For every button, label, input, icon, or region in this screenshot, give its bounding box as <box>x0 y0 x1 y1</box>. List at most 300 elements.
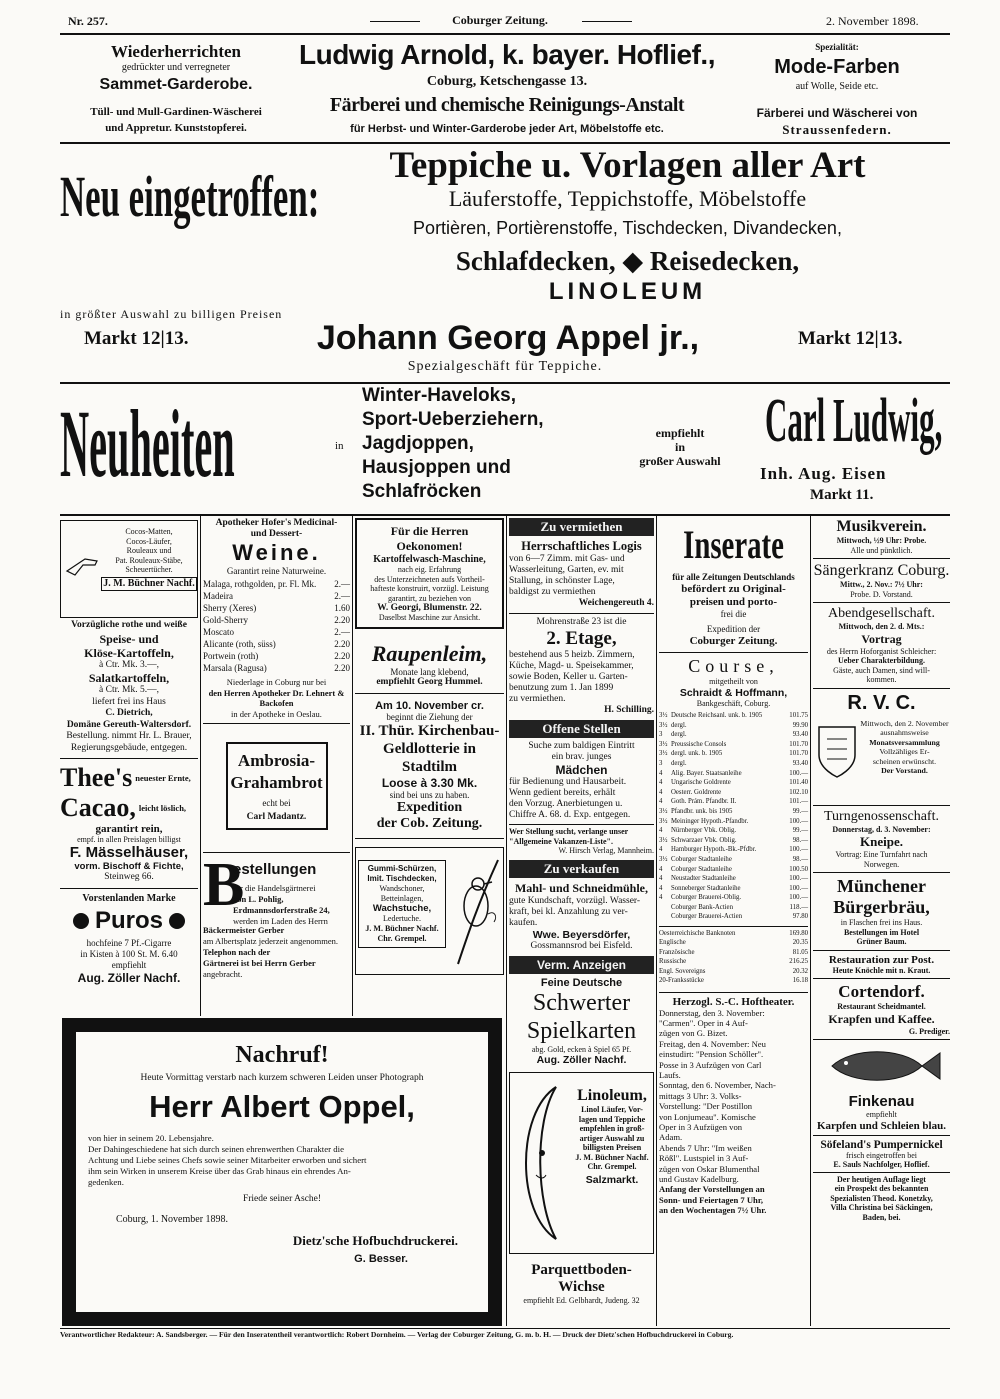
wine-head-line: Apotheker Hofer's Medicinal- <box>215 518 338 528</box>
turn-line: Kneipe. <box>860 834 903 849</box>
order-line: Telephon nach der <box>203 947 271 957</box>
puros-advert <box>60 888 198 985</box>
arnold-right-2: Mode-Farben <box>774 56 900 78</box>
rent-line: Wasserleitung, Garten, ev. mit <box>509 565 624 575</box>
obituary-line: ihm sein Wirken in unserem Kreise über das Grab hinaus ein ehrendes An- <box>88 1166 351 1176</box>
pumpernickel-line: frisch eingetroffen bei <box>846 1150 917 1160</box>
course-security: dergl. <box>671 731 687 739</box>
course-rate: 3½ <box>659 855 668 863</box>
fish-line: empfiehlt <box>866 1110 897 1119</box>
parquet-advert <box>509 1262 654 1306</box>
course-rate: 4 <box>659 798 663 806</box>
wine-foot-line: in der Apotheke in Oeslau. <box>231 708 322 719</box>
theatre-line: Sonn- und Feiertagen 7 Uhr, <box>659 1194 764 1205</box>
potato-line: Vorzügliche rothe und weiße <box>71 620 187 630</box>
course-row <box>659 826 808 836</box>
wine-name: Madeira <box>203 591 233 601</box>
course-security: Coburger Brauerei-Oblig. <box>671 894 742 902</box>
rvc-line: scheinen erwünscht. <box>872 756 937 766</box>
course-row <box>659 769 808 779</box>
arnold-right-3: auf Wolle, Seide etc. <box>795 81 879 92</box>
linoleum-advert <box>509 1072 654 1254</box>
potato-wash-line: Daselbst Maschine zur Ansicht. <box>378 613 481 622</box>
ludwig-name: Carl Ludwig, <box>765 387 943 455</box>
tea-advert <box>60 758 198 882</box>
cards-line: Feine Deutsche <box>540 976 623 989</box>
dot-icon <box>73 913 89 929</box>
cacao-title: Cacao, <box>60 793 136 822</box>
potato-wash-advert <box>355 518 504 629</box>
course-price: 100.— <box>789 817 808 825</box>
course-security: dergl. unk. b. 1905 <box>671 750 723 758</box>
column-4 <box>509 518 654 1306</box>
sale-line: kaufen. <box>509 917 538 928</box>
jobs-line: W. Hirsch Verlag, Mannheim. <box>558 846 654 855</box>
course-security: Schwarzaer Vbk. Oblig. <box>671 836 737 844</box>
pumpernickel-line: Baden, bei. <box>862 1212 901 1222</box>
wine-foot-line: den Herren Apotheker Dr. Lehnert & Backofen <box>208 687 345 708</box>
theatre-line: an den Wochentagen 7½ Uhr. <box>659 1205 767 1216</box>
rvc-line: Mittwoch, den 2. November <box>860 718 949 728</box>
course-price: 101.40 <box>789 779 808 787</box>
order-line: werden im Laden des Herrn <box>233 916 328 926</box>
turn-title: Turngenossenschaft. <box>824 808 939 824</box>
course-rate: 3 <box>659 731 663 739</box>
obituary-firm: Dietz'sche Hofbuchdruckerei. <box>292 1233 458 1248</box>
course-security: Neustadter Stadtanleihe <box>671 875 736 883</box>
course-rate <box>659 912 671 922</box>
course-security: Meininger Hypoth.-Pfandbr. <box>671 817 749 825</box>
wine-name: Marsala (Ragusa) <box>203 663 267 673</box>
inserate-line: Expedition der <box>706 624 761 634</box>
turn-line: Norwegen. <box>863 859 900 869</box>
obituary-signed: G. Besser. <box>354 1253 408 1265</box>
course-price: 99.— <box>792 807 808 815</box>
ludwig-item-2: Sport-Ueberziehern, <box>362 409 544 430</box>
column-1 <box>60 518 198 985</box>
course-row <box>659 740 808 750</box>
jobs-advert <box>509 738 654 860</box>
column-5 <box>659 518 808 1216</box>
evening-line: Mittwoch, den 2. d. Mts.: <box>838 622 925 631</box>
cortendorf-line: G. Prediger. <box>908 1026 950 1036</box>
tea-sub: neuester Ernte, <box>135 773 191 783</box>
note-row <box>659 948 808 957</box>
pumpernickel-line: Villa Christina bei Säckingen, <box>830 1203 933 1212</box>
buchner-item: Cocos-Matten, <box>125 527 173 536</box>
course-rate: 4 <box>659 846 663 854</box>
caterpillar-line: Monate lang klebend, <box>390 666 469 677</box>
course-rate: 4 <box>659 875 663 883</box>
wine-sub: Garantirt reine Naturweine. <box>226 566 327 576</box>
course-security: Deutsche Reichsanl. unk. b. 1905 <box>671 712 763 719</box>
potato-line: Domäne Gereuth-Waltersdorf. <box>66 719 192 730</box>
inserate-line: für alle Zeitungen Deutschlands <box>672 572 795 582</box>
obituary-border <box>62 1018 502 1326</box>
theatre-line: "Carmen". Oper in 4 Auf- <box>659 1017 748 1028</box>
post-title: Restauration zur Post. <box>828 953 935 966</box>
rent-line: Küche, Magd- u. Speisekammer, <box>509 661 634 671</box>
tea-title: Thee's <box>60 763 133 792</box>
beer-advert <box>813 873 950 951</box>
arnold-business: Färberei und chemische Reinigungs-Anstalt <box>329 94 685 116</box>
theatre-line: Rößl". Lustspiel in 3 Auf- <box>659 1153 749 1164</box>
potato-wash-line: Kartoffelwasch-Maschine, <box>373 554 486 565</box>
jobs-heading: Offene Stellen <box>509 720 654 738</box>
theatre-line: Donnerstag, den 3. November: <box>659 1007 765 1018</box>
obituary-text <box>88 1133 476 1188</box>
course-security: Nürnberger Vbk. Oblig. <box>671 827 737 835</box>
rent-line: H. Schilling. <box>604 705 654 715</box>
buchner-mats-advert <box>60 520 198 618</box>
theatre-line: Oper in 3 Aufzügen von <box>659 1121 743 1132</box>
appel-line-5: LINOLEUM <box>548 278 707 305</box>
wine-row <box>203 590 350 602</box>
course-security: Hamburger Hypoth.-Bk.-Pfdbr. <box>671 846 757 854</box>
caterpillar-advert <box>355 635 504 694</box>
wine-row <box>203 662 350 674</box>
course-row <box>659 711 808 721</box>
order-line: angebracht. <box>203 969 243 979</box>
note-price: 169.80 <box>789 930 808 938</box>
course-price: 100.50 <box>789 865 808 873</box>
inserate-line: Coburger Zeitung. <box>689 635 778 647</box>
potato-line: Bestellung. nimmt Hr. L. Brauer, <box>66 731 192 741</box>
rent-line: sowie Boden, Keller u. Garten- <box>509 672 628 682</box>
linoleum-line: empfehlen in groß- <box>579 1124 645 1133</box>
note-name: Russische <box>659 958 687 966</box>
note-name: Oesterreichische Banknoten <box>659 930 736 938</box>
jobs-line: den Vorzug. Anerbietungen u. <box>509 799 623 809</box>
cards-advert <box>509 974 654 1071</box>
ludwig-in: in <box>335 440 344 452</box>
cortendorf-line: Restaurant Scheidmantel. <box>837 1002 926 1011</box>
theatre-line: Abends 7 Uhr: "Im weißen <box>659 1142 752 1153</box>
wine-row <box>203 602 350 614</box>
cards-merchant: Aug. Zöller Nachf. <box>536 1054 627 1066</box>
potato-line: liefert frei ins Haus <box>92 696 166 707</box>
rvc-line: Der Vorstand. <box>881 766 928 775</box>
rent-line: Mohrenstraße 23 ist die <box>536 617 627 627</box>
theatre-line: Posse in 3 Aufzügen von Carl <box>659 1059 762 1070</box>
wine-header <box>203 518 350 540</box>
evening-line: Ueber Charakterbildung. <box>838 656 925 665</box>
course-row <box>659 836 808 846</box>
wine-row <box>203 626 350 638</box>
pumpernickel-line: ein Prospekt des bekannten <box>834 1184 929 1193</box>
course-security: Alig. Bayer. Staatsanleihe <box>671 769 742 777</box>
ludwig-recommend-1: empfiehlt <box>655 426 705 440</box>
course-row <box>659 807 808 817</box>
ludwig-recommend <box>620 426 740 468</box>
linoleum-address: Salzmarkt. <box>585 1173 639 1186</box>
course-title: Course, <box>688 656 779 676</box>
rent-heading: Zu vermiethen <box>509 518 654 536</box>
obituary-peace: Friede seiner Asche! <box>242 1194 322 1204</box>
rent-line: baldigst zu vermiethen <box>509 587 596 597</box>
theatre-advert <box>659 992 808 1216</box>
theatre-line: mittags 3 Uhr: 3. Volks- <box>659 1090 742 1101</box>
order-initial: B <box>203 851 245 919</box>
bread-sub: echt bei <box>262 798 291 808</box>
theatre-line: Anfang der Vorstellungen an <box>659 1184 765 1195</box>
wine-name: Moscato <box>203 627 234 637</box>
note-row <box>659 929 808 938</box>
wine-price: 2.— <box>334 591 350 601</box>
turn-advert <box>813 806 950 874</box>
arnold-sub: für Herbst- und Winter-Garderobe jeder Art, Möbelstoffe etc. <box>350 123 664 135</box>
course-price: 101.— <box>789 798 808 806</box>
potato-wash-line: W. Georgi, Blumenstr. 22. <box>377 603 482 613</box>
order-title: estellungen <box>233 861 317 878</box>
course-price: 93.40 <box>792 759 808 767</box>
potato-wash-title: Für die Herren Oekonomen! <box>390 524 469 553</box>
obituary-line: gedenken. <box>88 1177 124 1187</box>
course-security: dergl. <box>671 721 687 729</box>
issue-date: 2. November 1898. <box>826 14 919 28</box>
course-price: 100.— <box>789 894 808 902</box>
rent-line: Stallung, in schönster Lage, <box>509 576 615 586</box>
linoleum-line: lagen und Teppiche <box>578 1114 646 1124</box>
jobs-title: Mädchen <box>555 763 608 777</box>
course-table <box>659 652 808 986</box>
note-rows <box>659 926 808 985</box>
sale-advert <box>509 878 654 956</box>
apron-line: Wachstuche, <box>372 902 432 914</box>
appel-line-2: Läuferstoffe, Teppichstoffe, Möbelstoffe <box>448 186 807 211</box>
lottery-line: Am 10. November cr. <box>375 699 484 712</box>
column-3 <box>355 518 504 975</box>
course-price: 100.— <box>789 875 808 883</box>
rent-advert-1 <box>509 536 654 614</box>
potato-line: à Ctr. Mk. 3.—, <box>99 659 159 670</box>
cards-line: abg. Gold, ecken à Spiel 65 Pf. <box>531 1044 632 1054</box>
course-rate: 4 <box>659 788 663 796</box>
wine-name: Gold-Sherry <box>203 615 248 625</box>
arnold-left-2: gedrückter und verregneter <box>121 62 231 73</box>
course-rate: 4 <box>659 884 663 892</box>
moon-face-icon <box>516 1083 576 1243</box>
caterpillar-line: empfiehlt Georg Hummel. <box>376 676 483 687</box>
puros-brand: Puros <box>94 907 163 934</box>
wine-price: 2.20 <box>334 639 350 649</box>
page-footer: Verantwortlicher Redakteur: A. Sandsberger. — Für den Inseratentheil verantwortlich: Robert Dornheim. — Verlag der Coburger Zeitung, G. m. b. H. — Druck der Dietz'schen Hofbuchdruckerei in Coburg. <box>60 1330 734 1339</box>
rvc-title: R. V. C. <box>847 691 916 714</box>
course-row <box>659 903 808 913</box>
obituary-line: Der Dahingeschiedene hat sich durch seinen ehrenwerthen Charakter die <box>88 1144 344 1154</box>
parquet-line: empfiehlt Ed. Gelbhardt, Judeng. 32 <box>523 1296 640 1305</box>
course-bank: Schraidt & Hoffmann, <box>679 686 788 699</box>
lottery-title: Geldlotterie in Stadtilm <box>383 740 476 775</box>
arnold-address: Coburg, Ketschengasse 13. <box>426 74 588 89</box>
rent-line: Weichengereuth 4. <box>578 598 654 608</box>
theatre-line: Vorstellung: "Der Postillon <box>659 1101 753 1112</box>
theatre-line: zügen von G. Bizet. <box>659 1028 728 1039</box>
course-security: Coburger Brauerei-Actien <box>671 913 743 921</box>
course-security: Goth. Prám. Pfandbr. II. <box>671 798 737 806</box>
course-row <box>659 721 808 731</box>
potato-line: C. Dietrich, <box>105 708 153 718</box>
theatre-line: von Lonjumeau". Komische <box>659 1111 756 1122</box>
course-rate <box>659 903 671 913</box>
potato-line: Klöse-Kartoffeln, <box>84 645 174 660</box>
inserate-line: frei die <box>720 609 747 619</box>
apron-line: Betteinlagen, <box>380 893 424 903</box>
linoleum-line: Linol Läufer, Vor- <box>581 1105 643 1114</box>
buchner-item: Pat. Rouleaux-Stäbe, <box>115 555 183 565</box>
bird-branch-icon <box>448 854 502 970</box>
rvc-advert <box>813 689 950 806</box>
appel-advert <box>60 144 950 382</box>
course-price: 98.— <box>792 855 808 863</box>
obituary-line: von hier in seinem 20. Lebensjahre. <box>88 1133 214 1143</box>
evening-line: Gäste, auch Damen, sind will- <box>833 665 930 675</box>
theatre-line: einstudirt: "Pension Schöller". <box>659 1049 764 1060</box>
newspaper-title: Coburger Zeitung. <box>452 13 548 27</box>
linoleum-line: artiger Auswahl zu <box>579 1133 645 1143</box>
fish-advert <box>813 1040 950 1136</box>
wine-price: 2.20 <box>334 615 350 625</box>
tea-line: empf. in allen Preislagen billigst <box>77 835 181 844</box>
sale-line: kraft, bei kl. Anzahlung zu ver- <box>509 906 628 917</box>
bread-title: Ambrosia- <box>237 751 316 770</box>
course-rate: 3½ <box>659 721 668 729</box>
course-rate: 3½ <box>659 750 668 758</box>
lottery-expedition: Expedition <box>396 799 463 815</box>
carp-icon <box>822 1043 942 1089</box>
arnold-right-1: Spezialität: <box>815 42 859 52</box>
beer-title: Münchener <box>837 876 926 896</box>
course-security: dergl. <box>671 759 687 767</box>
note-row <box>659 957 808 966</box>
course-price: 100.— <box>789 769 808 777</box>
note-name: 20-Franksstücke <box>659 977 704 985</box>
course-security: Pfandbr. unk. bis 1905 <box>671 807 733 815</box>
note-name: Engl. Sovereigns <box>659 967 706 975</box>
rent-line: benutzung zum 1. Jan 1899 <box>509 683 614 693</box>
course-row <box>659 865 808 875</box>
course-row <box>659 730 808 740</box>
course-row <box>659 884 808 894</box>
potato-wash-line: des Unterzeichneten aufs Vortheil- <box>374 574 485 584</box>
ludwig-recommend-2: in <box>674 440 685 454</box>
inserate-line: befördert zu Original- <box>681 583 786 595</box>
puros-line: hochfeine 7 Pf.-Cigarre <box>86 938 172 948</box>
cortendorf-line: Krapfen und Kaffee. <box>828 1011 935 1026</box>
post-line: Heute Knöchle mit n. Kraut. <box>832 965 931 975</box>
course-line: mitgetheilt von <box>709 677 758 686</box>
wine-price: 1.60 <box>334 603 350 613</box>
course-price: 98.— <box>792 836 808 844</box>
ludwig-recommend-3: großer Auswahl <box>639 454 721 468</box>
wine-name: Malaga, rothgolden, pr. Fl. Mk. <box>203 579 317 589</box>
pumpernickel-line: Der heutigen Auflage liegt <box>813 1172 950 1185</box>
evening-advert <box>813 603 950 689</box>
turn-line: Vortrag: Eine Turnfahrt nach <box>835 850 928 859</box>
potato-line: Speise- und <box>99 631 159 646</box>
course-security: Coburger Stadtanleihe <box>671 855 732 863</box>
jobs-line: "Allgemeine Vakanzen-Liste". <box>509 836 613 846</box>
post-advert <box>813 951 950 980</box>
obituary-name <box>76 1089 488 1125</box>
pumpernickel-advert <box>813 1136 950 1226</box>
sale-title: Mahl- und Schneidmühle, <box>514 880 649 895</box>
order-line: für die Handelsgärtnerei <box>233 883 316 893</box>
appel-special: Spezialgeschäft für Teppiche. <box>407 359 603 374</box>
jobs-line: Chiffre A. 68. d. Exp. entgegen. <box>509 810 631 820</box>
wine-row <box>203 638 350 650</box>
emblem-icon <box>815 721 859 781</box>
appel-headline: Neu eingetroffen: <box>60 164 320 229</box>
ludwig-headline: Neuheiten <box>60 390 235 497</box>
cortendorf-advert <box>813 979 950 1040</box>
appel-choice: in größter Auswahl zu billigen Preisen <box>60 307 283 321</box>
note-name: Englische <box>659 939 686 947</box>
dot-icon <box>169 913 185 929</box>
course-row <box>659 845 808 855</box>
course-rate: 3½ <box>659 836 668 844</box>
course-price: 102.10 <box>789 788 808 796</box>
lottery-expedition: der Cob. Zeitung. <box>376 815 483 831</box>
apron-firm: Chr. Grempel. <box>377 933 427 943</box>
potato-wash-line: garantirt, zu beziehen von <box>387 593 472 603</box>
wine-title: Weine. <box>232 540 321 565</box>
course-row <box>659 759 808 769</box>
potato-wash-line: hafteste konstruirt, vorzügl. Leistung <box>370 584 489 593</box>
note-price: 81.05 <box>792 948 808 956</box>
wine-price: 2.— <box>334 579 350 589</box>
jobs-line: für Bedienung und Hausarbeit. <box>509 777 627 787</box>
course-price: 118.— <box>789 903 808 911</box>
beer-line: Bestellungen im Hotel <box>843 927 920 937</box>
appel-line-1: Teppiche u. Vorlagen aller Art <box>389 145 866 186</box>
puros-line: Vorstenlanden Marke <box>82 893 176 904</box>
apron-line: Imit. Tischdecken, <box>367 873 437 883</box>
potato-line: Regierungsgebäude, entgegen. <box>70 742 188 753</box>
inserate-line: preisen und porto- <box>689 596 778 608</box>
appel-markt-right: Markt 12|13. <box>798 328 903 349</box>
course-rows <box>659 711 808 922</box>
buchner-item: Cocos-Läufer, <box>126 536 172 546</box>
rent-title: Herrschaftliches Logis <box>521 539 642 553</box>
bread-advert <box>226 742 328 830</box>
wine-price: 2.20 <box>334 651 350 661</box>
course-price: 99.— <box>792 827 808 835</box>
apron-firm: J. M. Büchner Nachf. <box>365 923 439 933</box>
potato-line: à Ctr. Mk. 5.—, <box>99 685 159 695</box>
course-price: 93.40 <box>792 731 808 739</box>
evening-line: kommen. <box>866 675 897 684</box>
tea-line: garantirt rein, <box>95 823 163 835</box>
arnold-right-5: Straussenfedern. <box>782 122 892 137</box>
apron-line: Gummi-Schürzen, <box>367 863 437 873</box>
lottery-line: beginnt die Ziehung der <box>386 711 473 722</box>
rent-line: bestehend aus 5 heizb. Zimmern, <box>509 650 635 660</box>
wine-foot <box>203 677 350 724</box>
appel-line-3: Portièren, Portièrenstoffe, Tischdecken, Divandecken, <box>413 218 842 238</box>
jobs-line: Suche zum baldigen Eintritt <box>528 741 635 751</box>
arnold-left-5: und Appretur. Kunststopferei. <box>105 122 247 134</box>
evening-line: Vortrag <box>861 631 902 646</box>
pumpernickel-line: Spezialisten Theod. Konetzky, <box>830 1193 933 1203</box>
arnold-right-4: Färberei und Wäscherei von <box>756 106 918 120</box>
puros-merchant: Aug. Zöller Nachf. <box>77 971 181 985</box>
rent-title: 2. Etage, <box>546 628 617 649</box>
bread-title: Grahambrot <box>230 773 323 792</box>
rvc-line: ausnahmsweise <box>880 728 929 737</box>
linoleum-line: J. M. Büchner Nachf. <box>575 1152 649 1162</box>
ludwig-address: Markt 11. <box>810 487 874 503</box>
